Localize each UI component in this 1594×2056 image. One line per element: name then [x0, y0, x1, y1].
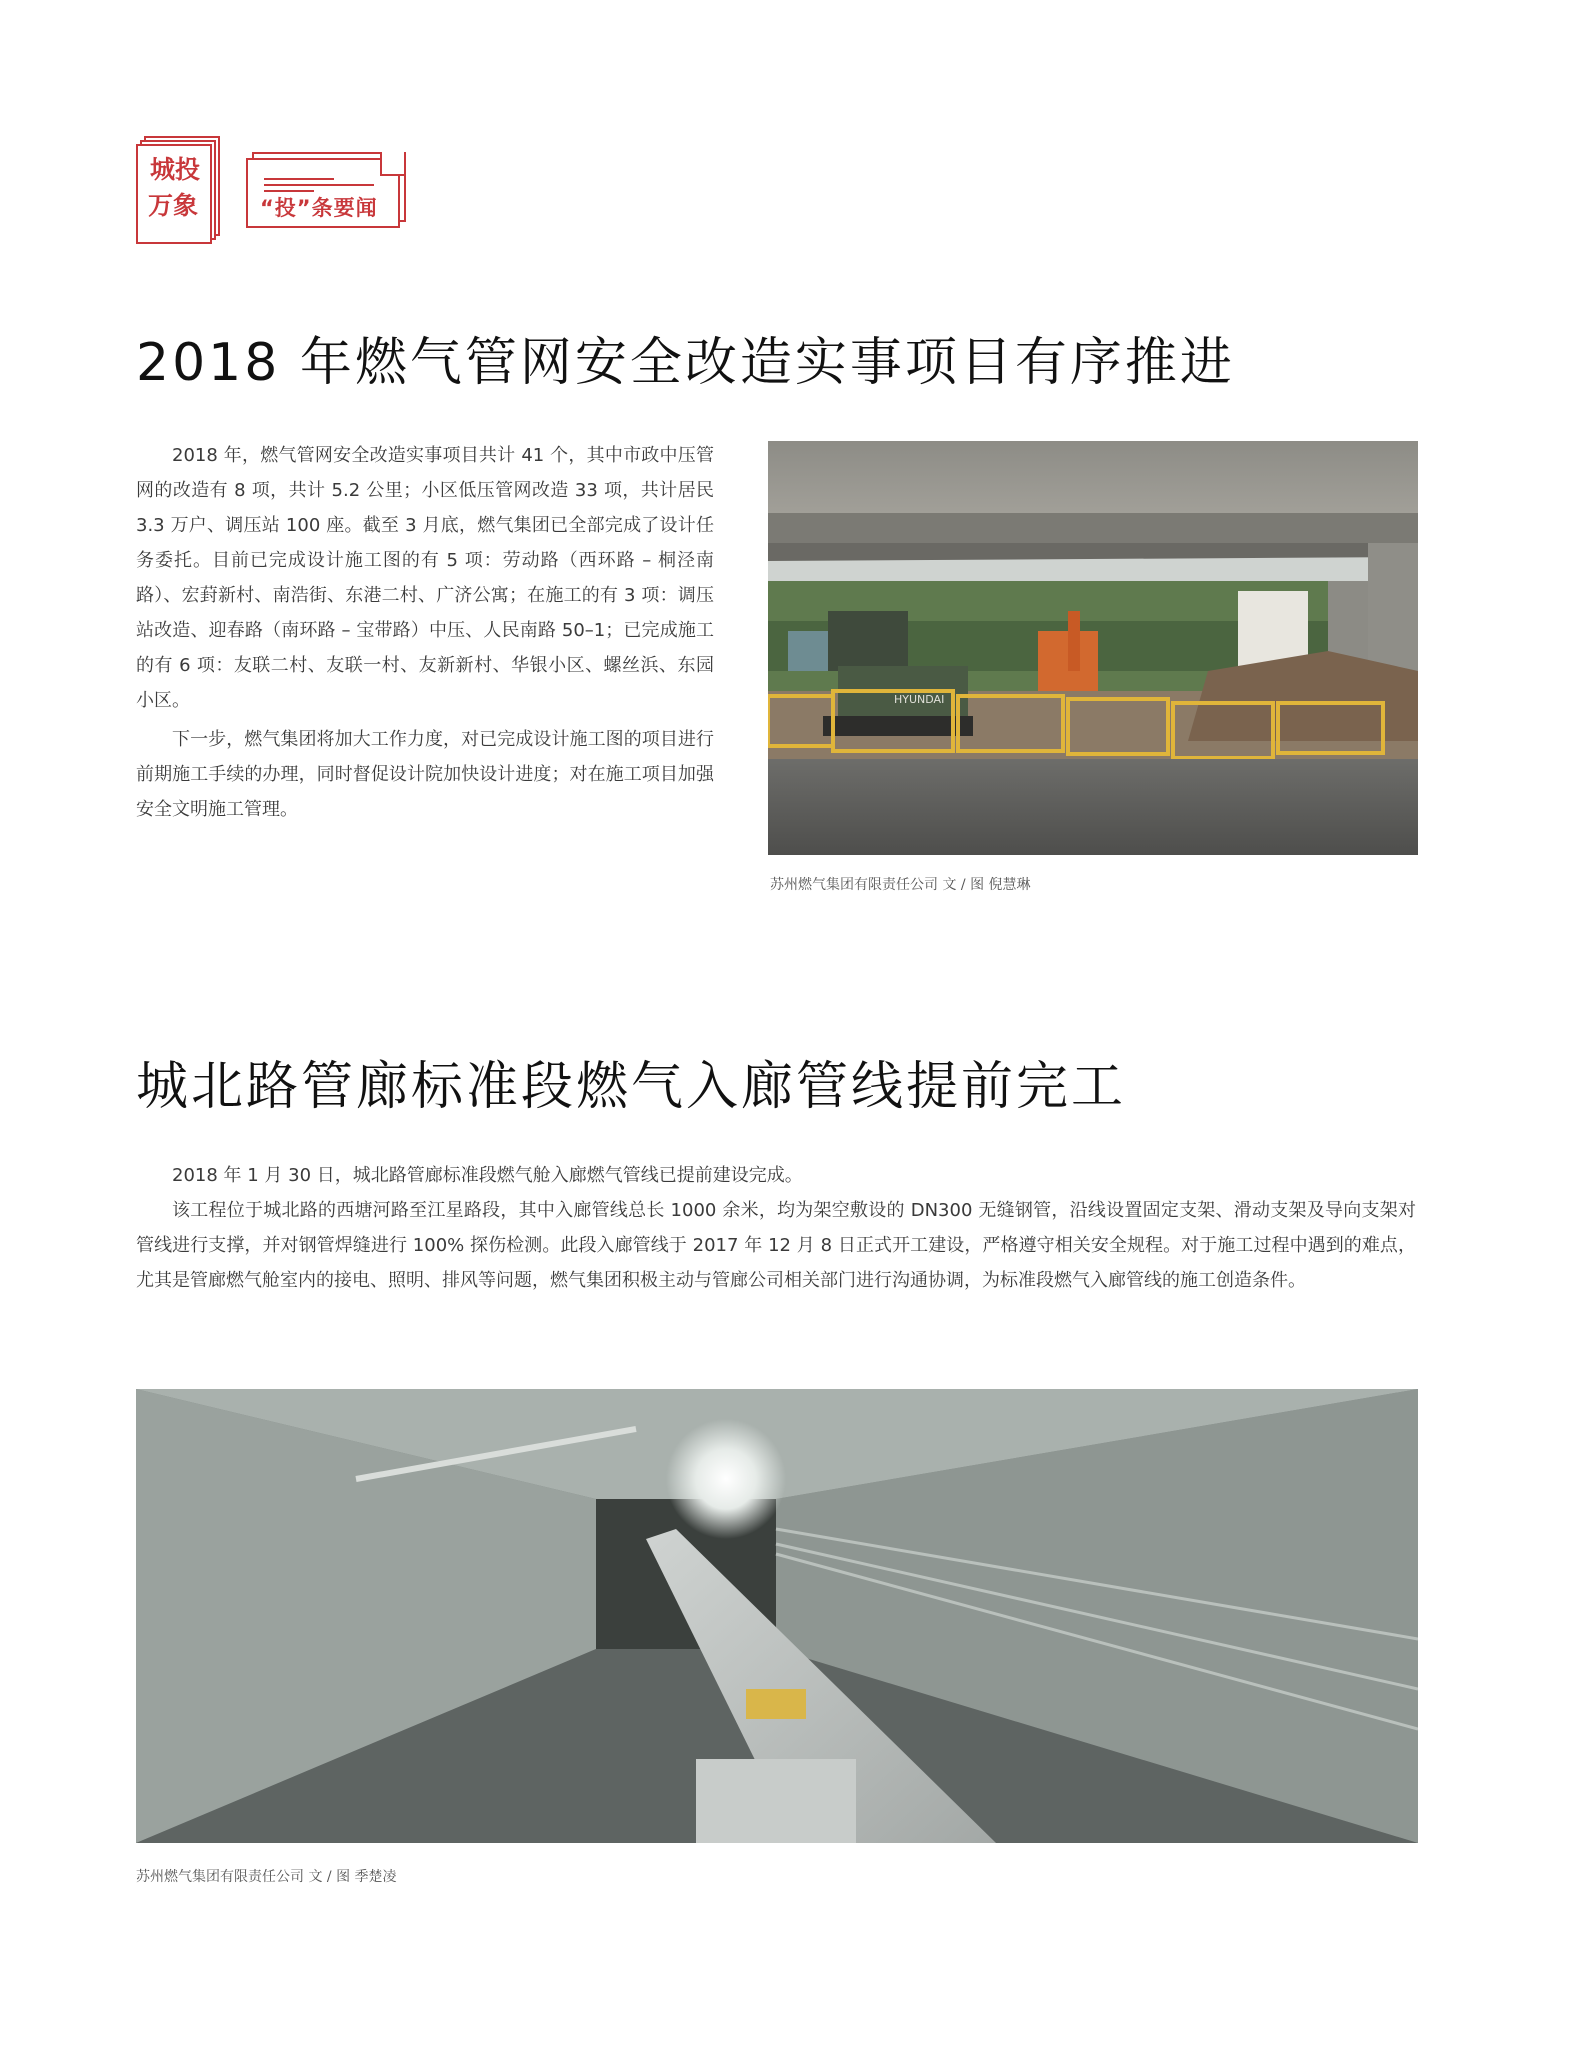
article-2-paragraph-2: 该工程位于城北路的西塘河路至江星路段，其中入廊管线总长 1000 余米，均为架空敷设的 DN300 无缝钢管，沿线设置固定支架、滑动支架及导向支架对管线进行支撑，并对钢管焊缝进行 100% 探伤检测。此段入廊管线于 2017 年 12 月 8 日正式开工建设，严格遵守相关安全规程。对于施工过程中遇到的难点，尤其是管廊燃气舱室内的接电、照明、排风等问题，燃气集团积极主动与管廊公司相关部门进行沟通协调，为标准段燃气入廊管线的施工创造条件。 [136, 1200, 1416, 1291]
article-1-photo-caption: 苏州燃气集团有限责任公司 文 / 图 倪慧琳 [770, 877, 1031, 893]
article-2-paragraph-1: 2018 年 1 月 30 日，城北路管廊标准段燃气舱入廊燃气管线已提前建设完成。 [172, 1165, 803, 1186]
article-1-paragraph-1: 2018 年，燃气管网安全改造实事项目共计 41 个，其中市政中压管网的改造有 8 项，共计 5.2 公里；小区低压管网改造 33 项，共计居民 3.3 万户、调压站 100 座。截至 3 月底，燃气集团已全部完成了设计任务委托。目前已完成设计施工图的有 5 项：劳动路（西环路 – 桐泾南路）、宏葑新村、南浩街、东港二村、广济公寓；在施工的有 3 项：调压站改造、迎春路（南环路 – 宝带路）中压、人民南路 50–1；已完成施工的有 6 项：友联二村、友联一村、友新新村、华银小区、螺丝浜、东园小区。 [136, 445, 714, 711]
article-2-photo-caption: 苏州燃气集团有限责任公司 文 / 图 季楚凌 [136, 1869, 397, 1885]
logo-line-2: 万象 [148, 191, 199, 220]
logo-text [146, 146, 202, 230]
article-2-title: 城北路管廊标准段燃气入廊管线提前完工 [136, 1057, 1127, 1117]
logo-line-1: 城投 [150, 155, 201, 184]
magazine-logo-badge [136, 136, 216, 240]
section-badge [246, 152, 410, 232]
decor-line [264, 184, 374, 186]
folded-corner-icon [380, 152, 404, 176]
utility-tunnel-photo [136, 1389, 1418, 1843]
excavator-brand: HYUNDAI [894, 693, 945, 706]
article-1-paragraph-2: 下一步，燃气集团将加大工作力度，对已完成设计施工图的项目进行前期施工手续的办理，同时督促设计院加快设计进度；对在施工项目加强安全文明施工管理。 [136, 729, 714, 820]
construction-site-photo [768, 441, 1418, 855]
article-1-title: 2018 年燃气管网安全改造实事项目有序推进 [136, 333, 1235, 393]
decor-line [264, 178, 334, 180]
section-label: “投”条要闻 [260, 196, 378, 220]
